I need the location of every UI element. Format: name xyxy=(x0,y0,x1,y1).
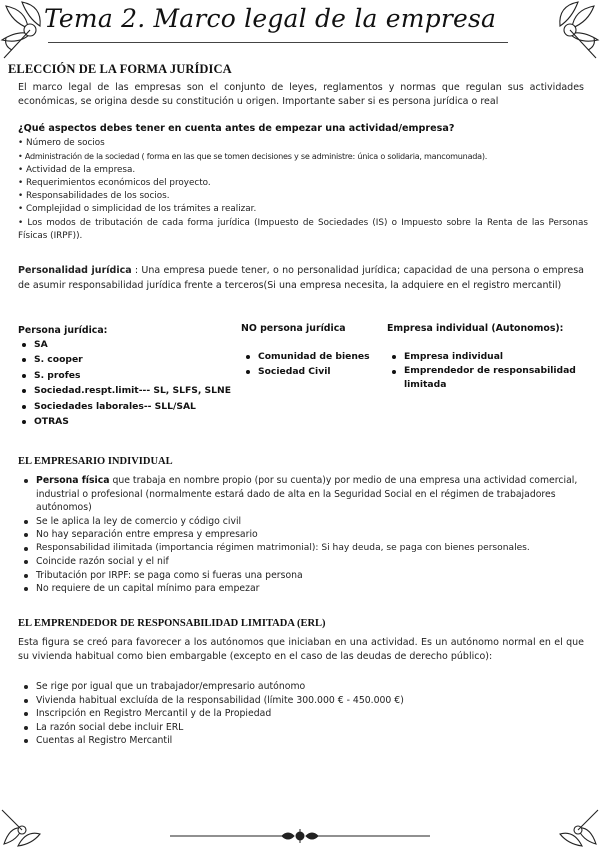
list-item: • Actividad de la empresa. xyxy=(18,164,136,175)
erl-intro-paragraph: Esta figura se creó para favorecer a los autónomos que iniciaban en una actividad. Es un autónomo normal en el que su vivienda habitual como bien embargable (excepto en el caso de las deudas de derecho público): xyxy=(18,637,584,662)
list-item: Sociedad.respt.limit--- SL, SLFS, SLNE xyxy=(18,383,231,398)
column-heading-no-persona-juridica: NO persona jurídica xyxy=(241,323,346,334)
list-item: Sociedades laborales-- SLL/SAL xyxy=(18,399,231,414)
list-item: No hay separación entre empresa y empresario xyxy=(22,528,598,542)
list-item: • Responsabilidades de los socios. xyxy=(18,191,170,202)
aspects-list xyxy=(18,137,588,243)
list-item: • Requerimientos económicos del proyecto. xyxy=(18,177,211,188)
list-item: Responsabilidad ilimitada (importancia régimen matrimonial): Si hay deuda, se paga con bienes personales. xyxy=(22,542,598,556)
no-persona-juridica-list xyxy=(242,349,370,380)
list-item: S. profes xyxy=(18,368,231,383)
list-item: Vivienda habitual excluída de la responsabilidad (límite 300.000 € - 450.000 €) xyxy=(22,694,598,708)
list-item: Inscripción en Registro Mercantil y de la Propiedad xyxy=(22,707,598,721)
floral-corner-top-right xyxy=(536,0,600,64)
list-item: • Número de socios xyxy=(18,138,105,148)
personalidad-text: : Una empresa puede tener, o no personalidad jurídica; capacidad de una persona o empresa de asumir responsabilidad jurídica frente a terceros(Si una empresa necesita, la adquiere en el registro mercantil) xyxy=(18,265,584,291)
section-heading-empresario-individual: EL EMPRESARIO INDIVIDUAL xyxy=(18,456,173,467)
page-title: Tema 2. Marco legal de la empresa xyxy=(44,4,497,33)
column-heading-empresa-individual: Empresa individual (Autonomos): xyxy=(387,323,564,334)
list-item: Emprendedor de responsabilidad limitada xyxy=(388,364,594,391)
list-item: • Los modos de tributación de cada forma jurídica (Impuesto de Sociedades (IS) o Impuesto sobre la Renta de las Personas Físicas (IRPF)). xyxy=(18,217,588,242)
list-item: Tributación por IRPF: se paga como si fueras una persona xyxy=(22,569,598,583)
list-item: Coincide razón social y el nif xyxy=(22,555,598,569)
list-item: Comunidad de bienes xyxy=(242,349,370,364)
personalidad-paragraph xyxy=(18,264,584,293)
persona-fisica-text: que trabaja en nombre propio (por su cuenta)y por medio de una empresa una actividad comercial, industrial o profesional (normalmente estará dado de alta en la Seguridad Social en el régimen de trabajadores autónomos) xyxy=(36,475,578,513)
persona-fisica-label: Persona física xyxy=(36,475,110,486)
list-item: Se le aplica la ley de comercio y código civil xyxy=(22,515,598,529)
title-underline xyxy=(48,42,508,43)
intro-paragraph: El marco legal de las empresas son el conjunto de leyes, reglamentos y normas que regulan sus actividades económicas, se origina desde su constitución u origen. Importante saber si es persona jurídica o real xyxy=(18,82,584,107)
list-item: Cuentas al Registro Mercantil xyxy=(22,734,598,748)
list-item: Sociedad Civil xyxy=(242,364,370,379)
empresa-individual-list xyxy=(388,349,594,391)
section-heading-erl: EL EMPRENDEDOR DE RESPONSABILIDAD LIMITADA (ERL) xyxy=(18,618,326,629)
personalidad-label: Personalidad jurídica xyxy=(18,265,132,276)
empresario-individual-list xyxy=(22,474,598,596)
list-item: Se rige por igual que un trabajador/empresario autónomo xyxy=(22,680,598,694)
list-item: • Complejidad o simplicidad de los trámites a realizar. xyxy=(18,204,257,215)
aspects-question: ¿Qué aspectos debes tener en cuenta antes de empezar una actividad/empresa? xyxy=(18,123,455,134)
erl-list xyxy=(22,680,598,748)
list-item: S. cooper xyxy=(18,352,231,367)
persona-juridica-list xyxy=(18,337,231,429)
list-item: OTRAS xyxy=(18,414,231,429)
list-item: SA xyxy=(18,337,231,352)
footer-ornament xyxy=(170,828,430,844)
list-item: No requiere de un capital mínimo para empezar xyxy=(22,582,598,596)
list-item: • Administración de la sociedad ( forma en las que se tomen decisiones y se administre: única o solidaria, mancomunada). xyxy=(18,151,488,162)
floral-corner-bottom-right xyxy=(552,800,600,848)
list-item: Empresa individual xyxy=(388,349,594,364)
section-heading-forma-juridica: ELECCIÓN DE LA FORMA JURÍDICA xyxy=(8,62,232,76)
column-heading-persona-juridica: Persona jurídica: xyxy=(18,325,108,336)
list-item xyxy=(22,474,598,515)
list-item: La razón social debe incluir ERL xyxy=(22,721,598,735)
floral-corner-bottom-left xyxy=(0,800,48,848)
